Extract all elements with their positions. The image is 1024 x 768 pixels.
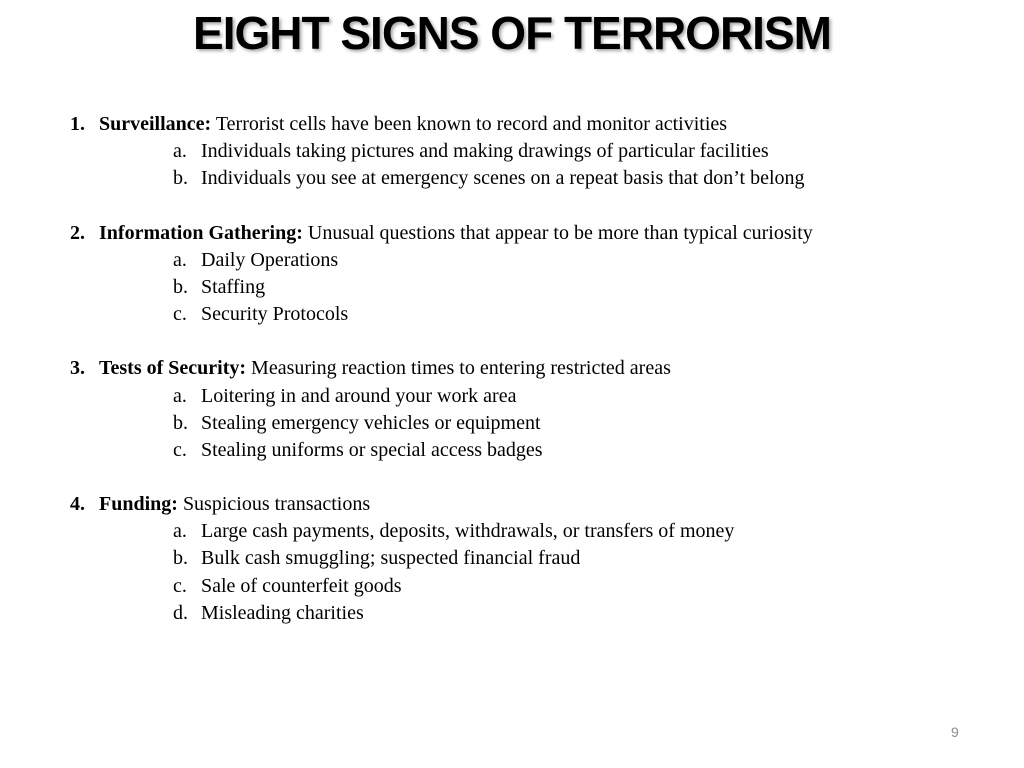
list-item bbox=[70, 383, 1000, 410]
item-letter: a. bbox=[173, 248, 187, 271]
list-item bbox=[70, 573, 1000, 600]
section-heading bbox=[70, 491, 1000, 518]
item-letter: b. bbox=[173, 547, 188, 570]
item-letter: b. bbox=[173, 411, 188, 434]
list-item bbox=[70, 437, 1000, 464]
section-description: Terrorist cells have been known to record and monitor activities bbox=[215, 113, 728, 135]
list-item bbox=[70, 274, 1000, 301]
item-text: Loitering in and around your work area bbox=[201, 384, 517, 407]
section-description: Suspicious transactions bbox=[182, 493, 371, 516]
item-text: Sale of counterfeit goods bbox=[201, 574, 402, 597]
item-text: Bulk cash smuggling; suspected financial fraud bbox=[201, 547, 581, 570]
item-letter: d. bbox=[173, 601, 188, 624]
item-text: Stealing uniforms or special access badges bbox=[201, 438, 543, 461]
section-term: Funding: bbox=[99, 493, 178, 516]
list-item bbox=[70, 138, 1000, 165]
section-heading bbox=[70, 111, 1000, 138]
item-text: Stealing emergency vehicles or equipment bbox=[201, 411, 541, 434]
list-item bbox=[70, 165, 1000, 192]
item-text: Individuals you see at emergency scenes on a repeat basis that don’t belong bbox=[201, 167, 805, 190]
list-item bbox=[70, 545, 1000, 572]
item-letter: b. bbox=[173, 275, 188, 298]
slide-title: EIGHT SIGNS OF TERRORISM bbox=[193, 7, 831, 59]
section-information-gathering bbox=[70, 220, 1000, 329]
list-item bbox=[70, 301, 1000, 328]
section-funding bbox=[70, 491, 1000, 627]
section-number: 3. bbox=[70, 357, 85, 380]
item-text: Misleading charities bbox=[201, 601, 364, 624]
section-number: 2. bbox=[70, 221, 85, 244]
item-letter: a. bbox=[173, 140, 187, 163]
list-item bbox=[70, 600, 1000, 627]
item-letter: c. bbox=[173, 574, 187, 597]
item-letter: c. bbox=[173, 438, 187, 461]
section-tests-of-security bbox=[70, 355, 1000, 464]
item-text: Staffing bbox=[201, 275, 266, 298]
list-item bbox=[70, 247, 1000, 274]
item-letter: a. bbox=[173, 384, 187, 407]
list-item bbox=[70, 518, 1000, 545]
section-number: 1. bbox=[70, 113, 85, 135]
item-text: Security Protocols bbox=[201, 303, 349, 326]
item-letter: c. bbox=[173, 303, 187, 326]
item-text: Daily Operations bbox=[201, 248, 339, 271]
section-heading bbox=[70, 355, 1000, 382]
page-number: 9 bbox=[951, 724, 959, 740]
section-heading bbox=[70, 220, 1000, 247]
section-term: Surveillance: bbox=[99, 113, 212, 135]
item-letter: b. bbox=[173, 167, 188, 190]
item-text: Individuals taking pictures and making drawings of particular facilities bbox=[201, 140, 769, 163]
item-letter: a. bbox=[173, 520, 187, 543]
section-term: Tests of Security: bbox=[99, 357, 247, 380]
section-term: Information Gathering: bbox=[99, 221, 303, 244]
section-description: Unusual questions that appear to be more than typical curiosity bbox=[307, 221, 813, 244]
section-surveillance bbox=[70, 111, 1000, 193]
item-text: Large cash payments, deposits, withdrawals, or transfers of money bbox=[201, 520, 735, 543]
section-number: 4. bbox=[70, 493, 85, 516]
section-description: Measuring reaction times to entering restricted areas bbox=[251, 357, 671, 380]
signs-list bbox=[70, 111, 1000, 654]
list-item bbox=[70, 410, 1000, 437]
